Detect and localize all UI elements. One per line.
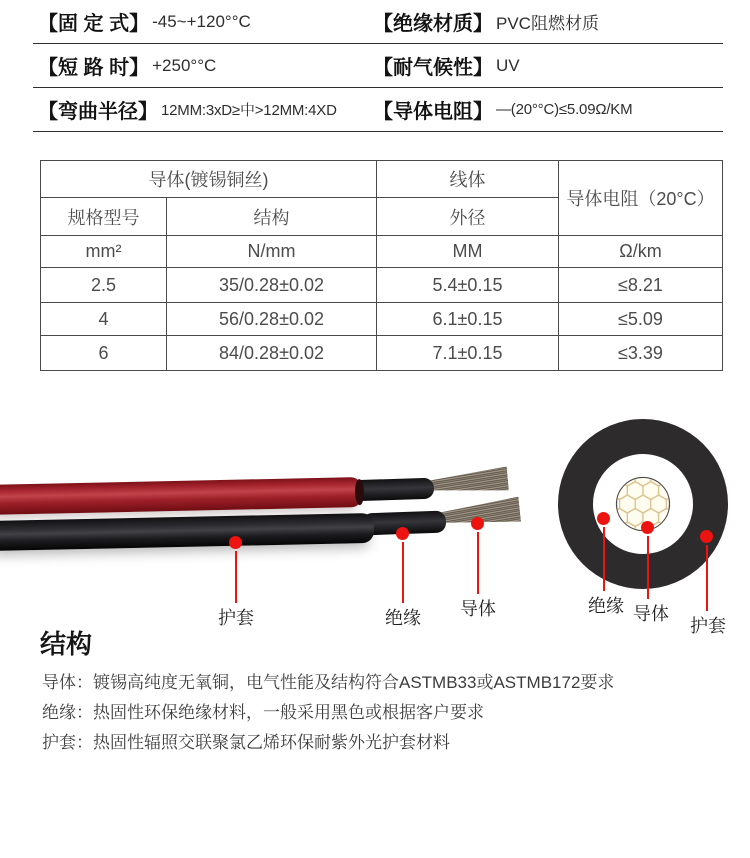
cell-resistance: ≤3.39 bbox=[559, 336, 723, 371]
cs-callout-line-insulation bbox=[603, 527, 605, 591]
cell-diameter: 7.1±0.15 bbox=[377, 336, 559, 371]
spec-pair-insulation-material bbox=[373, 7, 723, 36]
callout-line-insulation bbox=[402, 542, 404, 603]
spec-value-bend-radius: 12MM:3xD≥中>12MM:4XD bbox=[161, 102, 337, 119]
cs-callout-line-conductor bbox=[647, 536, 649, 599]
structure-item-insulation: 绝缘：热固性环保绝缘材料，一般采用黑色或根据客户要求 bbox=[42, 703, 484, 722]
structure-title: 结构 bbox=[40, 629, 93, 659]
cs-callout-label-conductor: 导体 bbox=[633, 604, 669, 624]
structure-item-conductor: 导体：镀锡高纯度无氧铜，电气性能及结构符合ASTMB33或ASTMB172要求 bbox=[42, 673, 615, 692]
cross-section-insulation-ring bbox=[593, 454, 693, 554]
table-header-spec-model: 规格型号 bbox=[41, 198, 167, 236]
table-header-resistance: 导体电阻（20°C） bbox=[559, 161, 723, 236]
cell-structure: 84/0.28±0.02 bbox=[167, 336, 377, 371]
unit-resistance: Ω/km bbox=[559, 236, 723, 268]
black-cable-sheath bbox=[0, 513, 374, 551]
cable-photo bbox=[0, 400, 750, 645]
table-row bbox=[41, 336, 723, 371]
spec-label-insulation-material: 【绝缘材质】 bbox=[373, 13, 493, 35]
spec-value-short-circuit: +250°°C bbox=[152, 55, 217, 75]
unit-outer-diameter: MM bbox=[377, 236, 559, 268]
red-cable-conductor-strands bbox=[425, 466, 509, 497]
table-header-wire-group: 线体 bbox=[377, 161, 559, 198]
cell-resistance: ≤5.09 bbox=[559, 303, 723, 336]
callout-label-insulation: 绝缘 bbox=[385, 608, 421, 628]
callout-dot-sheath bbox=[229, 536, 242, 549]
callout-dot-conductor bbox=[471, 517, 484, 530]
cell-structure: 56/0.28±0.02 bbox=[167, 303, 377, 336]
callout-label-conductor: 导体 bbox=[460, 599, 496, 619]
spec-row-short-circuit bbox=[33, 44, 723, 88]
spec-label-weather-resistance: 【耐气候性】 bbox=[373, 57, 493, 79]
spec-value-weather-resistance: UV bbox=[496, 55, 520, 75]
cs-callout-line-sheath bbox=[706, 545, 708, 611]
spec-pair-weather-resistance bbox=[373, 51, 723, 80]
cell-diameter: 5.4±0.15 bbox=[377, 268, 559, 303]
table-row bbox=[41, 268, 723, 303]
cell-size: 6 bbox=[41, 336, 167, 371]
table-header-structure: 结构 bbox=[167, 198, 377, 236]
cell-resistance: ≤8.21 bbox=[559, 268, 723, 303]
table-header-conductor-group: 导体(镀锡铜丝) bbox=[41, 161, 377, 198]
cell-structure: 35/0.28±0.02 bbox=[167, 268, 377, 303]
table-row bbox=[41, 303, 723, 336]
callout-line-conductor bbox=[477, 532, 479, 594]
cell-size: 2.5 bbox=[41, 268, 167, 303]
cs-callout-dot-conductor bbox=[641, 521, 654, 534]
table-header-outer-diameter: 外径 bbox=[377, 198, 559, 236]
spec-label-bend-radius: 【弯曲半径】 bbox=[38, 101, 158, 123]
unit-structure: N/mm bbox=[167, 236, 377, 268]
cell-diameter: 6.1±0.15 bbox=[377, 303, 559, 336]
spec-value-fixed-type: -45~+120°°C bbox=[152, 11, 251, 31]
spec-pair-short-circuit bbox=[38, 51, 373, 80]
red-cable-sheath bbox=[0, 477, 362, 515]
spec-row-temperature bbox=[33, 0, 723, 44]
callout-label-sheath: 护套 bbox=[218, 608, 254, 628]
spec-row-bend-radius bbox=[33, 88, 723, 132]
spec-pair-bend-radius bbox=[38, 95, 373, 124]
spec-section bbox=[33, 0, 723, 132]
cs-callout-label-sheath: 护套 bbox=[690, 616, 726, 636]
table-units-row bbox=[41, 236, 723, 268]
spec-label-short-circuit: 【短 路 时】 bbox=[38, 57, 150, 79]
spec-label-conductor-resistance: 【导体电阻】 bbox=[373, 101, 493, 123]
unit-spec-model: mm² bbox=[41, 236, 167, 268]
structure-item-sheath: 护套：热固性辐照交联聚氯乙烯环保耐紫外光护套材料 bbox=[42, 733, 450, 752]
cross-section-sheath-ring bbox=[558, 419, 728, 589]
spec-pair-conductor-resistance bbox=[373, 95, 723, 124]
spec-value-insulation-material: PVC阻燃材质 bbox=[496, 14, 599, 33]
callout-dot-insulation bbox=[396, 527, 409, 540]
spec-label-fixed-type: 【固 定 式】 bbox=[38, 13, 150, 35]
spec-table bbox=[40, 160, 723, 371]
spec-pair-fixed-type bbox=[38, 7, 373, 36]
cs-callout-dot-insulation bbox=[597, 512, 610, 525]
spec-value-conductor-resistance: —(20°°C)≤5.09Ω/KM bbox=[496, 101, 633, 118]
cs-callout-dot-sheath bbox=[700, 530, 713, 543]
callout-line-sheath bbox=[235, 551, 237, 603]
cell-size: 4 bbox=[41, 303, 167, 336]
cs-callout-label-insulation: 绝缘 bbox=[588, 596, 624, 616]
